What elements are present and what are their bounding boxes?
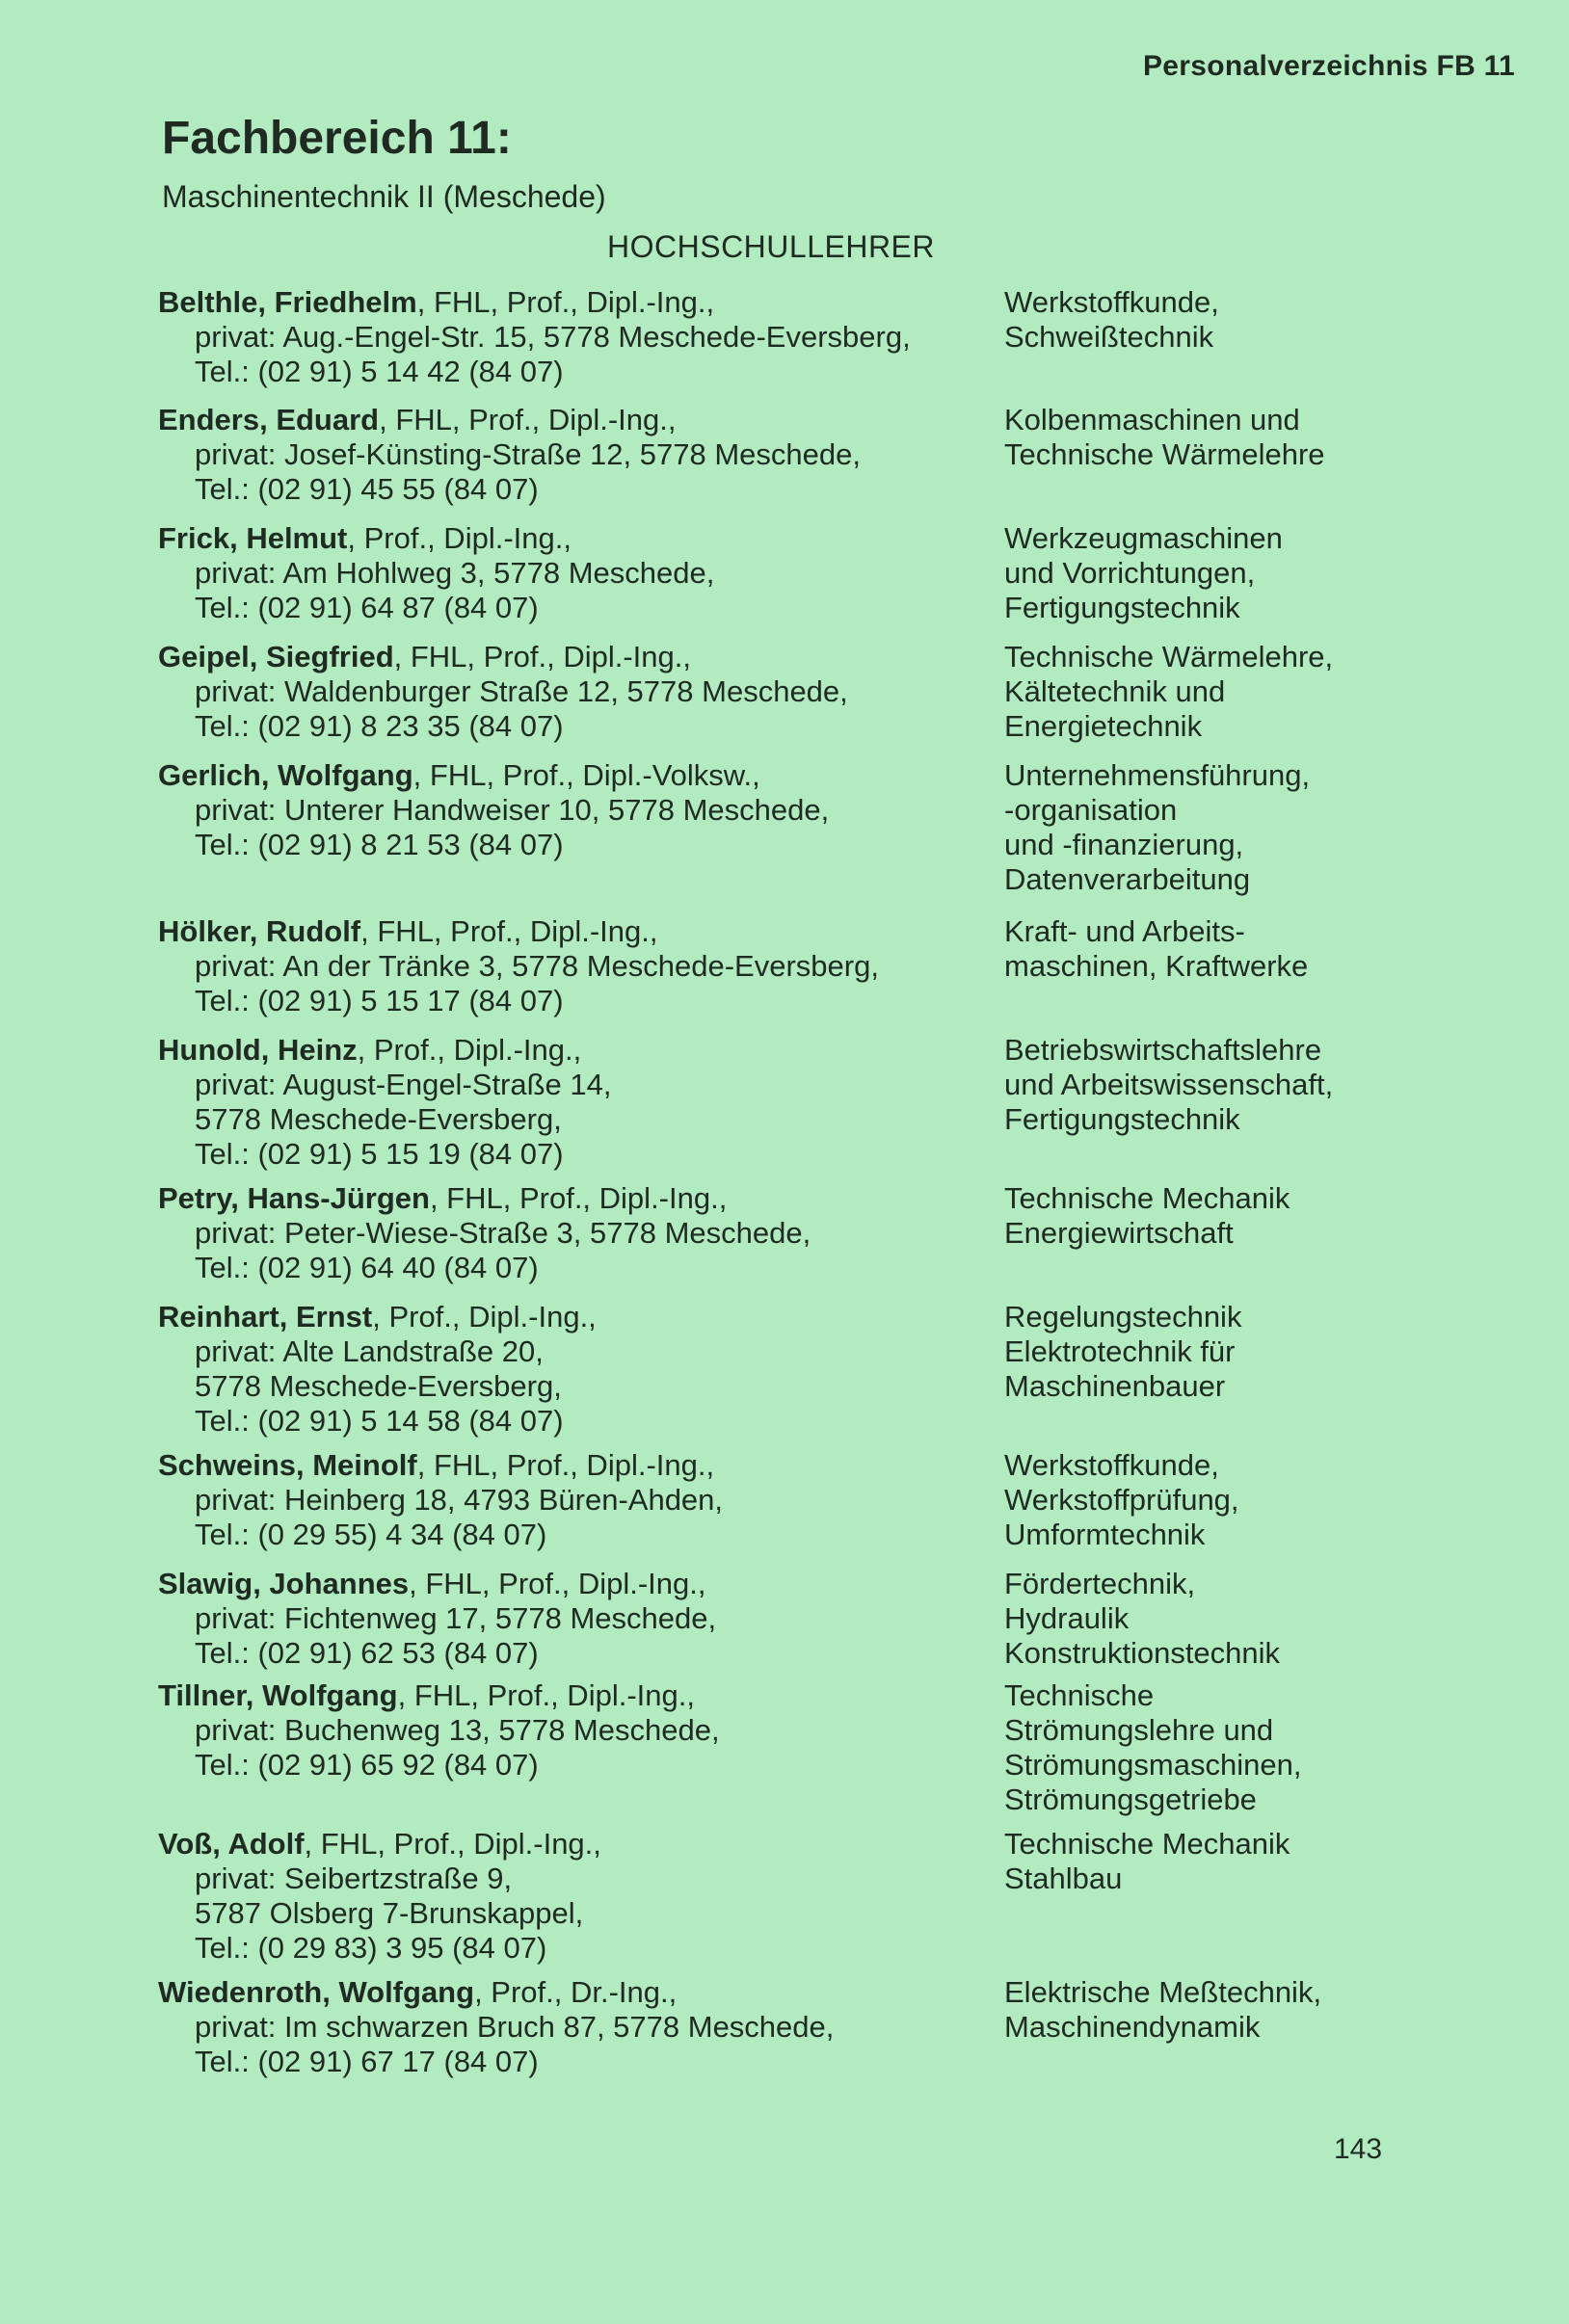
staff-address: privat: An der Tränke 3, 5778 Meschede-Eversberg, (195, 949, 879, 983)
staff-title: , FHL, Prof., Dipl.-Ing., (360, 914, 658, 948)
subject-line: und -finanzierung, (1004, 828, 1244, 861)
staff-name: Tillner, Wolfgang (158, 1678, 398, 1712)
subject-line: Werkstoffprüfung, (1004, 1483, 1239, 1517)
staff-name-line (158, 1567, 997, 1601)
staff-phone: Tel.: (02 91) 5 14 42 (84 07) (195, 355, 564, 388)
staff-address: privat: Buchenweg 13, 5778 Meschede, (195, 1713, 720, 1747)
staff-name: Hölker, Rudolf (158, 914, 361, 948)
subject-line: Umformtechnik (1004, 1518, 1206, 1551)
subject-line: Unternehmensführung, (1004, 758, 1311, 792)
staff-name-line (158, 1181, 997, 1216)
staff-name: Geipel, Siegfried (158, 640, 394, 673)
staff-name-line (158, 403, 997, 437)
staff-name-line (158, 285, 997, 320)
staff-title: , FHL, Prof., Dipl.-Ing., (393, 640, 691, 673)
staff-details (158, 1448, 997, 1552)
subject-line: Fertigungstechnik (1004, 591, 1240, 624)
staff-phone: Tel.: (02 91) 62 53 (84 07) (195, 1636, 539, 1670)
staff-subjects (1004, 1448, 1409, 1552)
staff-details (158, 1975, 997, 2079)
subject-line: Werkstoffkunde, (1004, 285, 1219, 319)
staff-address: privat: Unterer Handweiser 10, 5778 Meschede, (195, 793, 830, 827)
staff-subjects (1004, 403, 1409, 472)
staff-address: 5787 Olsberg 7-Brunskappel, (195, 1896, 584, 1930)
staff-address: 5778 Meschede-Eversberg, (195, 1102, 562, 1136)
staff-details (158, 1827, 997, 1966)
staff-details (158, 403, 997, 507)
subject-line: Hydraulik (1004, 1601, 1130, 1635)
staff-subjects (1004, 1678, 1409, 1817)
staff-title: , FHL, Prof., Dipl.-Ing., (416, 285, 715, 319)
subject-line: Werkzeugmaschinen (1004, 521, 1283, 555)
staff-phone: Tel.: (02 91) 5 15 19 (84 07) (195, 1137, 564, 1171)
staff-details (158, 1567, 997, 1671)
subject-line: Elektrische Meßtechnik, (1004, 1975, 1322, 2009)
subject-line: Regelungstechnik (1004, 1300, 1242, 1334)
staff-phone: Tel.: (02 91) 5 14 58 (84 07) (195, 1404, 564, 1438)
staff-address: privat: Peter-Wiese-Straße 3, 5778 Meschede, (195, 1216, 811, 1250)
subject-line: Energietechnik (1004, 709, 1203, 743)
subject-line: Datenverarbeitung (1004, 862, 1251, 896)
staff-phone: Tel.: (02 91) 45 55 (84 07) (195, 472, 539, 506)
running-head: Personalverzeichnis FB 11 (1142, 50, 1515, 82)
staff-title: , FHL, Prof., Dipl.-Ing., (304, 1827, 601, 1861)
staff-subjects (1004, 1975, 1409, 2045)
staff-subjects (1004, 1033, 1409, 1137)
subject-line: Elektrotechnik für (1004, 1334, 1236, 1368)
staff-address: privat: August-Engel-Straße 14, (195, 1068, 612, 1101)
page-number: 143 (1334, 2133, 1383, 2165)
staff-address: privat: Im schwarzen Bruch 87, 5778 Meschede, (195, 2010, 835, 2044)
subject-line: Werkstoffkunde, (1004, 1448, 1219, 1482)
staff-name-line (158, 640, 997, 674)
subject-line: Energiewirtschaft (1004, 1216, 1234, 1250)
subject-line: Technische (1004, 1678, 1155, 1712)
staff-title: , FHL, Prof., Dipl.-Ing., (379, 403, 677, 436)
staff-address: privat: Heinberg 18, 4793 Büren-Ahden, (195, 1483, 724, 1517)
staff-phone: Tel.: (02 91) 67 17 (84 07) (195, 2045, 539, 2078)
staff-details (158, 285, 997, 389)
staff-name: Petry, Hans-Jürgen (158, 1181, 430, 1215)
staff-name-line (158, 1827, 997, 1862)
subject-line: Strömungslehre und (1004, 1713, 1274, 1747)
staff-address: privat: Seibertzstraße 9, (195, 1862, 513, 1895)
subject-line: Technische Mechanik (1004, 1181, 1290, 1215)
staff-title: , FHL, Prof., Dipl.-Volksw., (412, 758, 760, 792)
staff-details (158, 914, 997, 1018)
staff-title: , FHL, Prof., Dipl.-Ing., (429, 1181, 728, 1215)
staff-name-line (158, 1678, 997, 1713)
staff-name-line (158, 521, 997, 556)
staff-details (158, 640, 997, 744)
page-subtitle: Maschinentechnik II (Meschede) (162, 179, 606, 214)
staff-name: Wiedenroth, Wolfgang (158, 1975, 475, 2009)
staff-details (158, 758, 997, 862)
subject-line: und Vorrichtungen, (1004, 556, 1256, 590)
subject-line: Kolbenmaschinen und (1004, 403, 1300, 436)
staff-phone: Tel.: (02 91) 64 40 (84 07) (195, 1251, 539, 1284)
subject-line: Kältetechnik und (1004, 674, 1226, 708)
subject-line: Strömungsgetriebe (1004, 1783, 1257, 1816)
staff-name: Enders, Eduard (158, 403, 380, 436)
subject-line: Maschinendynamik (1004, 2010, 1261, 2044)
staff-name: Frick, Helmut (158, 521, 348, 555)
staff-address: privat: Fichtenweg 17, 5778 Meschede, (195, 1601, 717, 1635)
staff-subjects (1004, 758, 1409, 897)
subject-line: -organisation (1004, 793, 1178, 827)
staff-address: privat: Aug.-Engel-Str. 15, 5778 Meschede-Eversberg, (195, 320, 911, 354)
staff-name: Voß, Adolf (158, 1827, 305, 1861)
staff-title: , Prof., Dipl.-Ing., (347, 521, 572, 555)
subject-line: Fördertechnik, (1004, 1567, 1196, 1600)
staff-address: privat: Josef-Künsting-Straße 12, 5778 Meschede, (195, 437, 861, 471)
staff-details (158, 1678, 997, 1783)
staff-name-line (158, 914, 997, 949)
page-title: Fachbereich 11: (162, 113, 512, 164)
section-heading: HOCHSCHULLEHRER (607, 229, 935, 264)
subject-line: Konstruktionstechnik (1004, 1636, 1281, 1670)
staff-subjects (1004, 1827, 1409, 1896)
staff-name: Belthle, Friedhelm (158, 285, 417, 319)
staff-phone: Tel.: (02 91) 8 23 35 (84 07) (195, 709, 564, 743)
staff-details (158, 1181, 997, 1285)
staff-address: privat: Am Hohlweg 3, 5778 Meschede, (195, 556, 715, 590)
staff-subjects (1004, 640, 1409, 744)
staff-details (158, 1033, 997, 1172)
staff-name-line (158, 1448, 997, 1483)
subject-line: Stahlbau (1004, 1862, 1123, 1895)
subject-line: Strömungsmaschinen, (1004, 1748, 1302, 1782)
subject-line: Kraft- und Arbeits- (1004, 914, 1245, 948)
subject-line: Technische Wärmelehre (1004, 437, 1325, 471)
staff-details (158, 1300, 997, 1439)
staff-details (158, 521, 997, 625)
staff-address: privat: Alte Landstraße 20, (195, 1334, 544, 1368)
staff-phone: Tel.: (0 29 83) 3 95 (84 07) (195, 1931, 547, 1965)
staff-subjects (1004, 1181, 1409, 1251)
staff-phone: Tel.: (02 91) 8 21 53 (84 07) (195, 828, 564, 861)
staff-name-line (158, 1033, 997, 1068)
subject-line: maschinen, Kraftwerke (1004, 949, 1309, 983)
staff-phone: Tel.: (02 91) 64 87 (84 07) (195, 591, 539, 624)
staff-phone: Tel.: (02 91) 5 15 17 (84 07) (195, 984, 564, 1017)
staff-subjects (1004, 914, 1409, 984)
staff-title: , FHL, Prof., Dipl.-Ing., (409, 1567, 706, 1600)
subject-line: Technische Mechanik (1004, 1827, 1290, 1861)
staff-name: Slawig, Johannes (158, 1567, 410, 1600)
staff-subjects (1004, 1567, 1409, 1671)
staff-name: Reinhart, Ernst (158, 1300, 373, 1334)
subject-line: Betriebswirtschaftslehre (1004, 1033, 1322, 1067)
staff-phone: Tel.: (0 29 55) 4 34 (84 07) (195, 1518, 547, 1551)
staff-name: Schweins, Meinolf (158, 1448, 417, 1482)
subject-line: Technische Wärmelehre, (1004, 640, 1334, 673)
staff-title: , FHL, Prof., Dipl.-Ing., (416, 1448, 715, 1482)
staff-address: privat: Waldenburger Straße 12, 5778 Meschede, (195, 674, 848, 708)
staff-title: , Prof., Dipl.-Ing., (372, 1300, 597, 1334)
subject-line: Maschinenbauer (1004, 1369, 1226, 1403)
staff-name: Hunold, Heinz (158, 1033, 358, 1067)
subject-line: Schweißtechnik (1004, 320, 1214, 354)
subject-line: und Arbeitswissenschaft, (1004, 1068, 1334, 1101)
staff-subjects (1004, 1300, 1409, 1404)
staff-address: 5778 Meschede-Eversberg, (195, 1369, 562, 1403)
staff-name: Gerlich, Wolfgang (158, 758, 413, 792)
staff-name-line (158, 758, 997, 793)
staff-phone: Tel.: (02 91) 65 92 (84 07) (195, 1748, 539, 1782)
staff-title: , Prof., Dr.-Ing., (474, 1975, 678, 2009)
staff-subjects (1004, 521, 1409, 625)
staff-title: , Prof., Dipl.-Ing., (357, 1033, 582, 1067)
subject-line: Fertigungstechnik (1004, 1102, 1240, 1136)
staff-subjects (1004, 285, 1409, 355)
staff-name-line (158, 1975, 997, 2010)
staff-title: , FHL, Prof., Dipl.-Ing., (397, 1678, 695, 1712)
staff-name-line (158, 1300, 997, 1334)
